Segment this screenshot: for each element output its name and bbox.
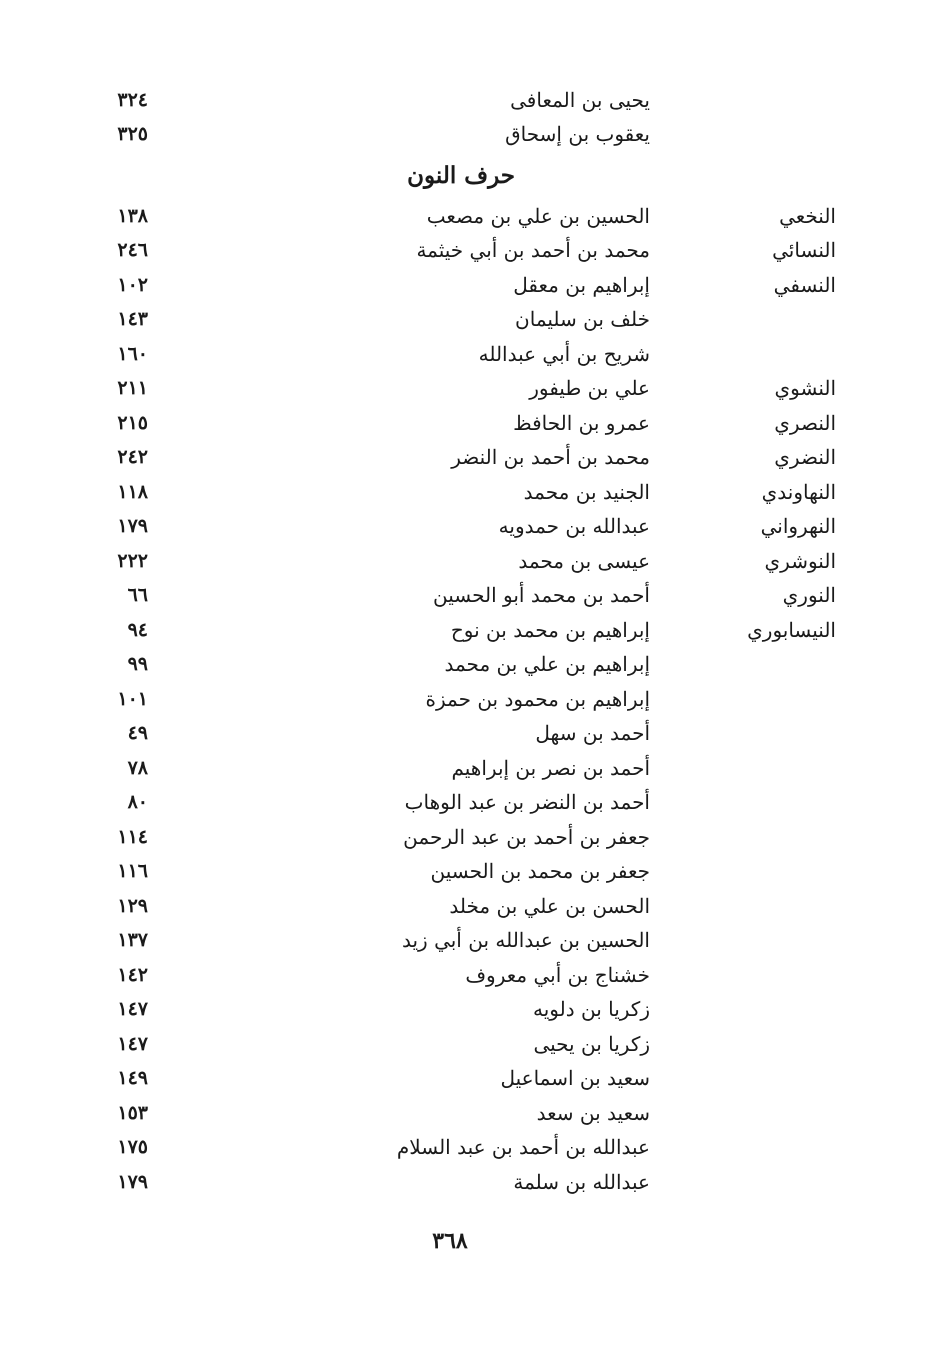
page-reference: ٢٤٦: [117, 239, 148, 261]
nisba-label: النصري: [774, 411, 836, 435]
page-reference: ٧٨: [127, 757, 148, 779]
page-reference: ١٤٧: [117, 998, 148, 1020]
index-entry: [0, 820, 940, 854]
page-reference: ١٤٧: [117, 1033, 148, 1055]
page-reference: ٤٩: [127, 722, 148, 744]
index-entry: [0, 1061, 940, 1095]
index-entry: [0, 1027, 940, 1061]
index-entry: [0, 647, 940, 681]
index-entry: [0, 1130, 940, 1164]
person-name: يحيى بن المعافى: [510, 88, 650, 112]
person-name: سعيد بن سعد: [536, 1101, 650, 1125]
index-entry: [0, 199, 940, 233]
index-entry: [0, 854, 940, 888]
page-reference: ١٧٥: [117, 1136, 148, 1158]
person-name: عبدالله بن حمدويه: [498, 514, 650, 538]
nisba-label: النسفي: [773, 273, 836, 297]
person-name: أحمد بن نصر بن إبراهيم: [451, 756, 650, 780]
person-name: عبدالله بن أحمد بن عبد السلام: [396, 1135, 650, 1159]
page-reference: ٨٠: [127, 791, 148, 813]
person-name: جعفر بن محمد بن الحسين: [430, 859, 650, 883]
nisba-label: النخعي: [779, 204, 836, 228]
page-reference: ١٤٩: [117, 1067, 148, 1089]
index-entry: [0, 83, 940, 117]
index-entry: [0, 117, 940, 151]
page-reference: ٦٦: [127, 584, 148, 606]
nisba-label: النوشري: [764, 549, 836, 573]
section-heading: حرف النون: [407, 162, 515, 189]
nisba-label: النيسابوري: [747, 618, 836, 642]
nisba-label: النهرواني: [760, 514, 836, 538]
page-reference: ٢٤٢: [117, 446, 148, 468]
person-name: زكريا بن دلويه: [532, 997, 650, 1021]
person-name: أحمد بن محمد أبو الحسين: [432, 583, 650, 607]
page-number: ٣٦٨: [432, 1228, 468, 1254]
person-name: الحسن بن علي بن مخلد: [449, 894, 650, 918]
index-entry: [0, 406, 940, 440]
nisba-label: النشوي: [774, 376, 836, 400]
person-name: يعقوب بن إسحاق: [505, 122, 650, 146]
index-entry: [0, 371, 940, 405]
page-reference: ٩٩: [127, 653, 148, 675]
person-name: خلف بن سليمان: [515, 307, 650, 331]
index-entry: [0, 268, 940, 302]
page-reference: ١١٤: [117, 826, 148, 848]
nisba-label: النضري: [774, 445, 836, 469]
person-name: أحمد بن سهل: [535, 721, 650, 745]
index-entry: [0, 785, 940, 819]
person-name: زكريا بن يحيى: [533, 1032, 650, 1056]
index-entry: [0, 509, 940, 543]
page-reference: ١٦٠: [117, 343, 148, 365]
person-name: محمد بن أحمد بن النضر: [451, 445, 650, 469]
index-entry: [0, 992, 940, 1026]
index-entry: [0, 1096, 940, 1130]
page-reference: ٩٤: [127, 619, 148, 641]
page-reference: ١٧٩: [117, 1171, 148, 1193]
index-entry: [0, 889, 940, 923]
index-entry: [0, 751, 940, 785]
person-name: إبراهيم بن محمد بن نوح: [450, 618, 650, 642]
nisba-label: النهاوندي: [761, 480, 836, 504]
person-name: عمرو بن الحافظ: [513, 411, 650, 435]
index-entry: [0, 682, 940, 716]
page-reference: ١٤٢: [117, 964, 148, 986]
person-name: الجنيد بن محمد: [523, 480, 650, 504]
person-name: إبراهيم بن معقل: [513, 273, 650, 297]
page-reference: ١٣٨: [117, 205, 148, 227]
page-reference: ١٢٩: [117, 895, 148, 917]
person-name: إبراهيم بن علي بن محمد: [444, 652, 650, 676]
page-reference: ٢٢٢: [117, 550, 148, 572]
page-reference: ١١٦: [117, 860, 148, 882]
nisba-label: النسائي: [772, 238, 836, 262]
person-name: جعفر بن أحمد بن عبد الرحمن: [403, 825, 650, 849]
page-reference: ١٤٣: [117, 308, 148, 330]
index-entry: [0, 613, 940, 647]
index-entry: [0, 1165, 940, 1199]
person-name: عيسى بن محمد: [518, 549, 650, 573]
page-reference: ٣٢٥: [117, 123, 148, 145]
person-name: الحسين بن عبدالله بن أبي زيد: [401, 928, 650, 952]
page-reference: ١١٨: [117, 481, 148, 503]
person-name: عبدالله بن سلمة: [513, 1170, 650, 1194]
index-entry: [0, 958, 940, 992]
page-reference: ١٠٢: [117, 274, 148, 296]
index-entry: [0, 716, 940, 750]
nisba-label: النوري: [782, 583, 836, 607]
page-reference: ١٥٣: [117, 1102, 148, 1124]
person-name: علي بن طيفور: [529, 376, 650, 400]
page-reference: ٢١٥: [117, 412, 148, 434]
person-name: إبراهيم بن محمود بن حمزة: [425, 687, 650, 711]
index-entry: [0, 923, 940, 957]
page-reference: ٢١١: [117, 377, 148, 399]
person-name: الحسين بن علي بن مصعب: [426, 204, 650, 228]
index-entry: [0, 475, 940, 509]
index-entry: [0, 440, 940, 474]
person-name: سعيد بن اسماعيل: [500, 1066, 650, 1090]
person-name: خشناج بن أبي معروف: [465, 963, 650, 987]
index-entry: [0, 578, 940, 612]
page-reference: ٣٢٤: [117, 89, 148, 111]
index-entry: [0, 302, 940, 336]
index-entry: [0, 337, 940, 371]
index-entry: [0, 544, 940, 578]
person-name: محمد بن أحمد بن أبي خيثمة: [416, 238, 650, 262]
page-reference: ١٠١: [117, 688, 148, 710]
person-name: أحمد بن النضر بن عبد الوهاب: [404, 790, 650, 814]
person-name: شريح بن أبي عبدالله: [478, 342, 650, 366]
page-reference: ١٣٧: [117, 929, 148, 951]
index-entry: [0, 233, 940, 267]
page-reference: ١٧٩: [117, 515, 148, 537]
